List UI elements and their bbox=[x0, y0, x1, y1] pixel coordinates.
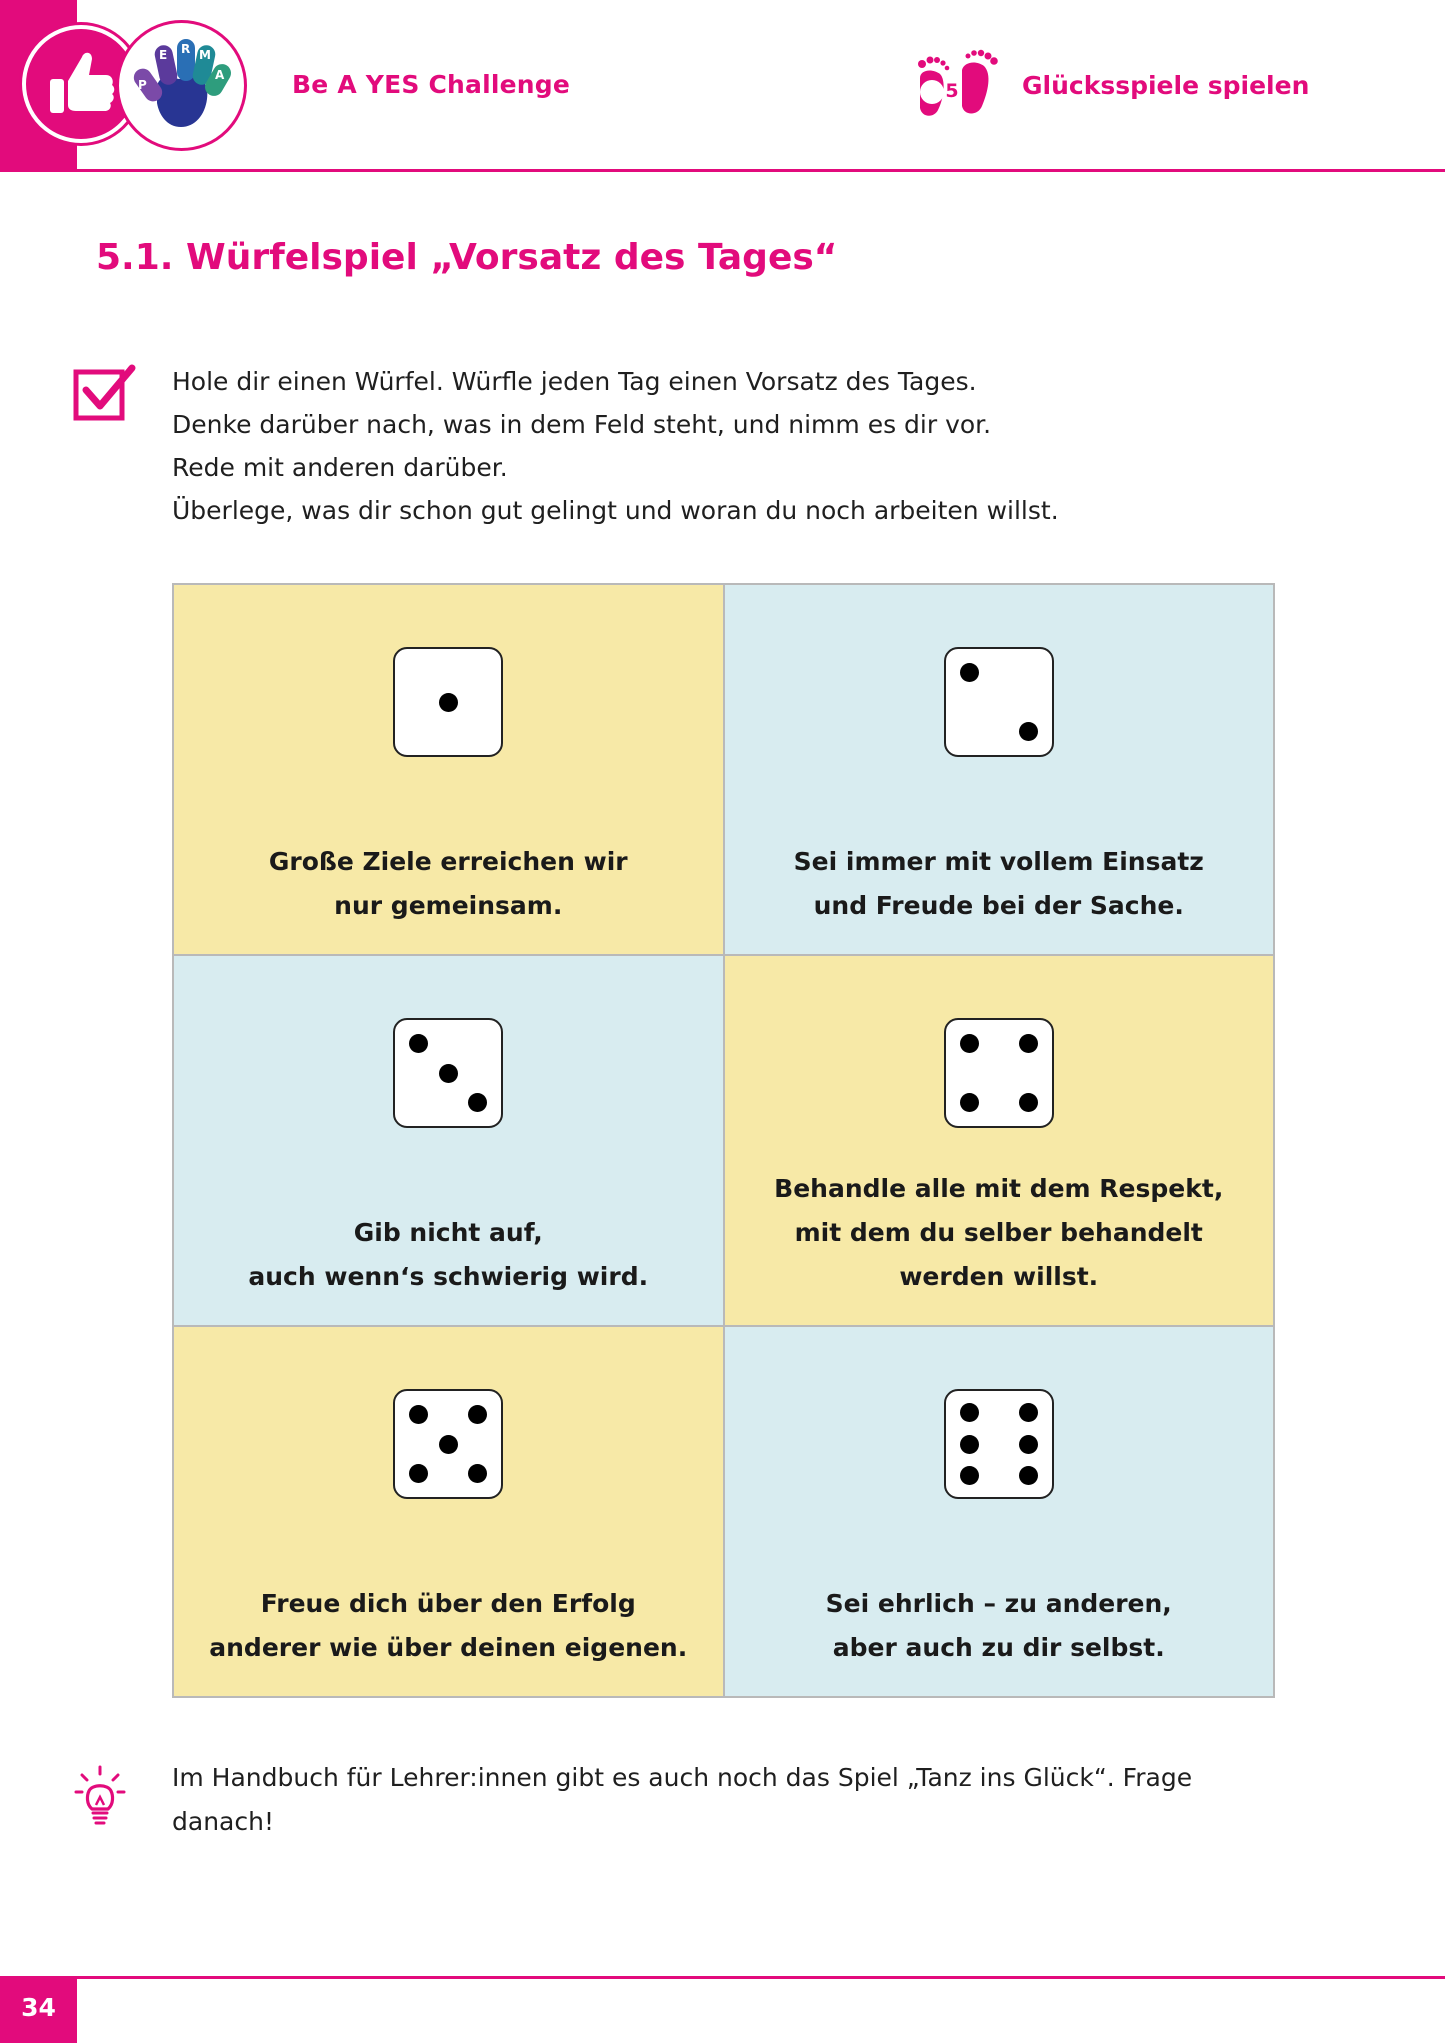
card-text-line: Große Ziele erreichen wir bbox=[268, 847, 628, 876]
die-pip bbox=[439, 693, 458, 712]
die-pip bbox=[1019, 1034, 1038, 1053]
die-pip bbox=[1019, 1093, 1038, 1112]
card-text-line: und Freude bei der Sache. bbox=[813, 891, 1184, 920]
card-text bbox=[725, 1582, 1274, 1670]
die-pip bbox=[468, 1093, 487, 1112]
card-text bbox=[174, 840, 723, 928]
die-pip bbox=[960, 1093, 979, 1112]
die-pip bbox=[1019, 1466, 1038, 1485]
dice-card-2 bbox=[724, 584, 1275, 955]
die-face-5-icon bbox=[393, 1389, 503, 1499]
page-number: 34 bbox=[21, 1993, 56, 2022]
card-text-line: aber auch zu dir selbst. bbox=[832, 1633, 1165, 1662]
die-face-3-icon bbox=[393, 1018, 503, 1128]
instruction-line: Denke darüber nach, was in dem Feld steht, und nimm es dir vor. bbox=[172, 410, 992, 439]
die-pip bbox=[409, 1034, 428, 1053]
checkbox-checked-icon bbox=[72, 362, 138, 424]
die-pip bbox=[409, 1405, 428, 1424]
card-text-line: werden willst. bbox=[899, 1262, 1099, 1291]
logo-letter-m: M bbox=[199, 48, 211, 62]
die-face-2-icon bbox=[944, 647, 1054, 757]
die-pip bbox=[439, 1435, 458, 1454]
die-face-1-icon bbox=[393, 647, 503, 757]
step-number: 5 bbox=[945, 80, 959, 102]
card-text bbox=[174, 1582, 723, 1670]
die-pip bbox=[960, 663, 979, 682]
instruction-line: Rede mit anderen darüber. bbox=[172, 453, 508, 482]
die-pip bbox=[468, 1405, 487, 1424]
card-text-line: auch wenn‘s schwierig wird. bbox=[248, 1262, 649, 1291]
card-text-line: anderer wie über deinen eigenen. bbox=[209, 1633, 688, 1662]
logo-letter-p: P bbox=[138, 78, 147, 92]
logo-letter-a: A bbox=[215, 68, 225, 82]
hint-text: Im Handbuch für Lehrer:innen gibt es auch noch das Spiel „Tanz ins Glück“. Frage danach! bbox=[172, 1763, 1193, 1836]
footer-divider bbox=[0, 1976, 1445, 1979]
card-text-line: Gib nicht auf, bbox=[353, 1218, 543, 1247]
card-text bbox=[725, 1167, 1274, 1299]
die-pip bbox=[1019, 1435, 1038, 1454]
instructions bbox=[172, 360, 1272, 532]
chapter-label: Glücksspiele spielen bbox=[1022, 71, 1310, 100]
dice-grid bbox=[172, 583, 1275, 1698]
die-pip bbox=[960, 1435, 979, 1454]
die-pip bbox=[960, 1034, 979, 1053]
card-text-line: mit dem du selber behandelt bbox=[794, 1218, 1203, 1247]
dice-card-1 bbox=[173, 584, 724, 955]
dice-card-6 bbox=[724, 1326, 1275, 1697]
hand-icon bbox=[119, 23, 244, 148]
perma-hand-logo bbox=[116, 20, 247, 151]
lightbulb-icon bbox=[74, 1765, 126, 1829]
die-pip bbox=[960, 1466, 979, 1485]
die-pip bbox=[468, 1464, 487, 1483]
logo-letter-r: R bbox=[181, 42, 191, 56]
brand-title: Be A YES Challenge bbox=[292, 70, 571, 99]
die-pip bbox=[960, 1403, 979, 1422]
section-title: 5.1. Würfelspiel „Vorsatz des Tages“ bbox=[96, 237, 838, 278]
die-face-6-icon bbox=[944, 1389, 1054, 1499]
dice-card-3 bbox=[173, 955, 724, 1326]
die-pip bbox=[1019, 722, 1038, 741]
die-face-4-icon bbox=[944, 1018, 1054, 1128]
card-text-line: Sei immer mit vollem Einsatz bbox=[793, 847, 1204, 876]
logo-letter-e: E bbox=[159, 48, 168, 62]
card-text-line: Sei ehrlich – zu anderen, bbox=[825, 1589, 1172, 1618]
die-pip bbox=[439, 1064, 458, 1083]
card-text-line: nur gemeinsam. bbox=[334, 891, 563, 920]
instruction-line: Überlege, was dir schon gut gelingt und woran du noch arbeiten willst. bbox=[172, 496, 1059, 525]
header-divider bbox=[0, 169, 1445, 172]
instruction-line: Hole dir einen Würfel. Würfle jeden Tag einen Vorsatz des Tages. bbox=[172, 367, 977, 396]
dice-card-4 bbox=[724, 955, 1275, 1326]
die-pip bbox=[409, 1464, 428, 1483]
card-text bbox=[725, 840, 1274, 928]
dice-card-5 bbox=[173, 1326, 724, 1697]
card-text-line: Freue dich über den Erfolg bbox=[260, 1589, 636, 1618]
die-pip bbox=[1019, 1403, 1038, 1422]
card-text-line: Behandle alle mit dem Respekt, bbox=[774, 1174, 1224, 1203]
card-text bbox=[174, 1211, 723, 1299]
